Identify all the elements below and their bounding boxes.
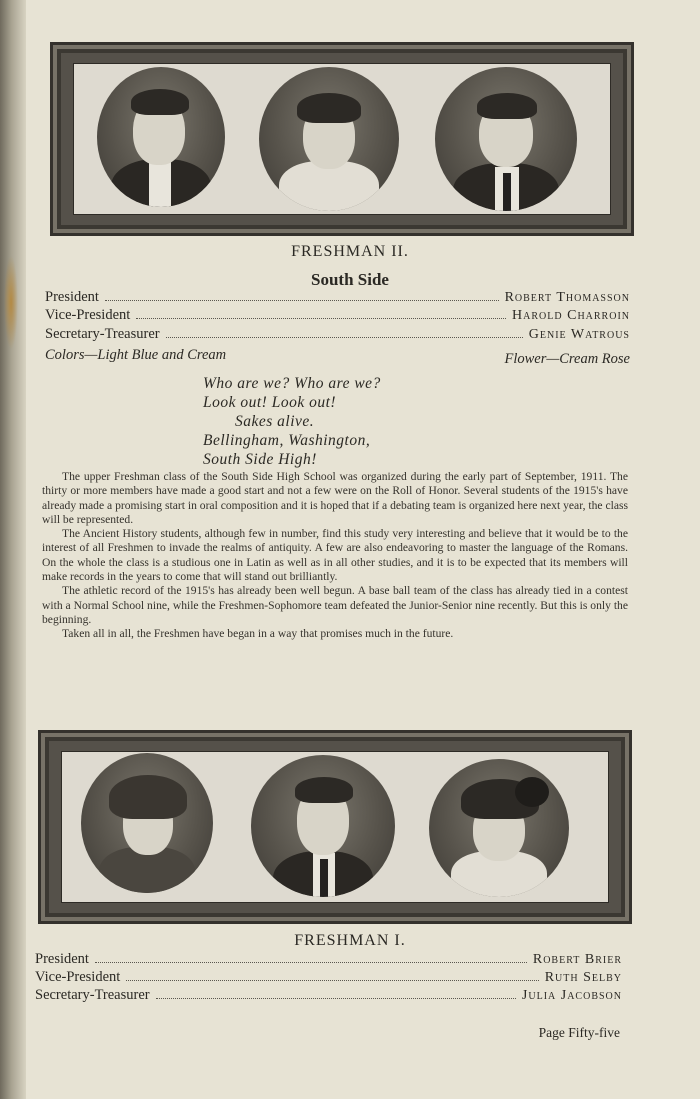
yell-line: Look out! Look out!: [203, 394, 337, 411]
officer-row: [35, 969, 622, 986]
officer-row: [45, 326, 630, 343]
officer-row: [45, 307, 630, 324]
class-flower: Flower—Cream Rose: [504, 351, 630, 367]
class-history-text: [42, 470, 628, 642]
officer-row: [35, 987, 622, 1004]
officer-role: Vice-President: [35, 969, 121, 985]
section-heading: FRESHMAN II.: [291, 243, 409, 260]
leader-dots: [166, 337, 523, 338]
portrait-photo: [429, 759, 569, 897]
paragraph: The athletic record of the 1915's has already been well begun. A base ball team of the class has already tied in a contest with a Normal School nine, while the Freshmen-Sophomore team defeated the Junior-Senior nine recently. But this is only the beginning.: [42, 584, 628, 626]
portrait-photo: [97, 67, 225, 207]
paragraph: Taken all in all, the Freshmen have began in a way that promises much in the future.: [62, 627, 454, 641]
section-heading: FRESHMAN I.: [294, 932, 406, 949]
portrait-photo: [259, 67, 399, 211]
yell-line: Who are we? Who are we?: [203, 375, 381, 392]
officer-role: Secretary-Treasurer: [45, 326, 160, 342]
officer-row: [35, 951, 622, 968]
officer-role: President: [35, 951, 89, 967]
leader-dots: [136, 318, 506, 319]
yell-line: Sakes alive.: [235, 413, 315, 430]
page-number: Page Fifty-five: [538, 1025, 620, 1040]
paragraph: The upper Freshman class of the South Side High School was organized during the early part of September, 1911. The thirty or more members have made a good start and not a few were on the Roll of Honor. Several students of the 1915's have already made a promising start in oral composition and it is hoped that if a debating team is organized here next year, the class will be represented.: [42, 470, 628, 526]
officer-name: Robert Thomasson: [504, 290, 630, 305]
section-subheading: South Side: [311, 270, 389, 289]
leader-dots: [156, 998, 516, 999]
officer-name: Robert Brier: [532, 952, 622, 967]
officer-role: Vice-President: [45, 307, 131, 323]
leader-dots: [95, 962, 527, 963]
officer-name: Genie Watrous: [528, 327, 630, 342]
top-photo-frame: [50, 42, 634, 236]
officer-row: [45, 289, 630, 306]
officer-name: Julia Jacobson: [521, 988, 622, 1003]
portrait-photo: [435, 67, 577, 211]
yell-line: South Side High!: [203, 451, 317, 468]
yell-line: Bellingham, Washington,: [203, 432, 371, 449]
class-colors: Colors—Light Blue and Cream: [45, 347, 227, 363]
officer-name: Ruth Selby: [544, 970, 622, 985]
portrait-photo: [81, 753, 213, 893]
leader-dots: [126, 980, 538, 981]
portrait-photo: [251, 755, 395, 897]
paragraph: The Ancient History students, although few in number, find this study very interesting and believe that it would be to the interest of all Freshmen to invade the realms of antiquity. A few are also endeavoring to master the language of the Romans. On the whole the class is a studious one in Latin as well as in all other studies, and it is to be expected that its members will make records in the years to come that will stand out brilliantly.: [42, 527, 628, 584]
officer-role: President: [45, 289, 99, 305]
officer-name: Harold Charroin: [512, 308, 630, 323]
officer-role: Secretary-Treasurer: [35, 987, 150, 1003]
class-yell: [203, 374, 381, 469]
bottom-photo-frame: [38, 730, 632, 924]
leader-dots: [105, 300, 499, 301]
